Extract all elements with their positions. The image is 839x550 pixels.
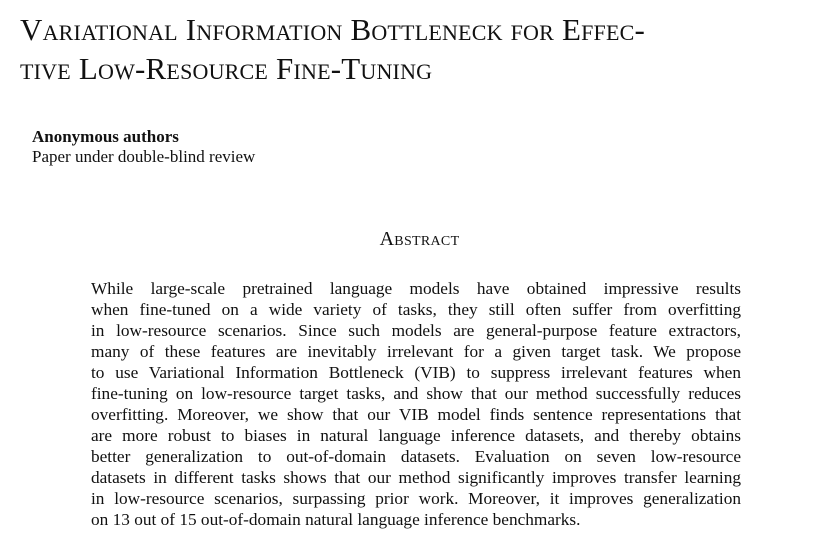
author-block bbox=[32, 127, 255, 167]
abstract-line: in low-resource scenarios. Since such models are general-purpose feature extractors, bbox=[91, 321, 741, 340]
abstract-line: are more robust to biases in natural language inference datasets, and thereby obtains bbox=[91, 426, 741, 445]
abstract-line: datasets in different tasks shows that our method significantly improves transfer learning bbox=[91, 468, 741, 487]
abstract-line: on 13 out of 15 out-of-domain natural language inference benchmarks. bbox=[91, 510, 581, 529]
abstract-line: While large-scale pretrained language models have obtained impressive results bbox=[91, 279, 741, 298]
abstract-line: to use Variational Information Bottleneck (VIB) to suppress irrelevant features when bbox=[91, 363, 741, 382]
abstract-line: many of these features are inevitably irrelevant for a given target task. We propose bbox=[91, 342, 741, 361]
review-note: Paper under double-blind review bbox=[32, 147, 256, 166]
abstract-line: when fine-tuned on a wide variety of tasks, they still often suffer from overfitting bbox=[91, 300, 741, 319]
abstract-line: fine-tuning on low-resource target tasks, and show that our method successfully reduces bbox=[91, 384, 741, 403]
abstract-body bbox=[91, 278, 741, 530]
author-names: Anonymous authors bbox=[32, 127, 179, 146]
abstract-line: in low-resource scenarios, surpassing prior work. Moreover, it improves generalization bbox=[91, 489, 741, 508]
abstract-line: overfitting. Moreover, we show that our VIB model finds sentence representations that bbox=[91, 405, 741, 424]
abstract-heading: Abstract bbox=[379, 228, 460, 250]
paper-title bbox=[20, 10, 830, 88]
abstract-line: better generalization to out-of-domain datasets. Evaluation on seven low-resource bbox=[91, 447, 741, 466]
title-line: Variational Information Bottleneck for Effec- bbox=[20, 12, 645, 47]
title-line: tive Low-Resource Fine-Tuning bbox=[20, 51, 433, 86]
